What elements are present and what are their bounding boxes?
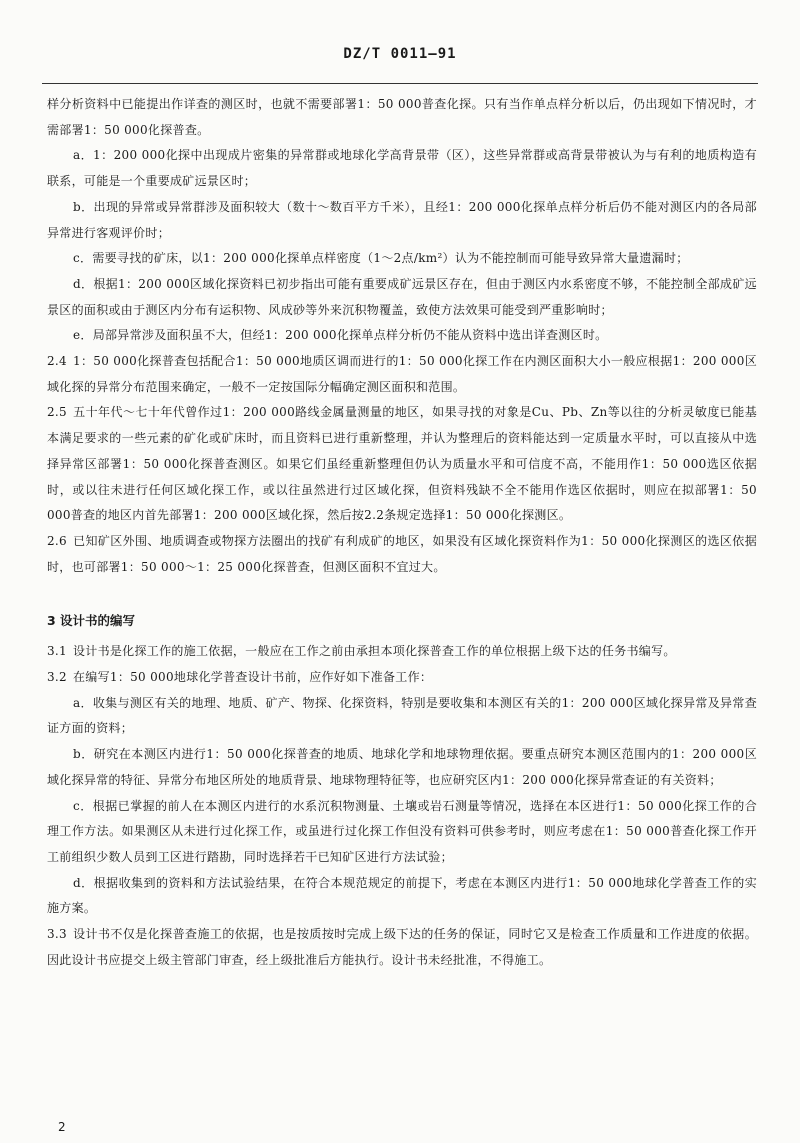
clause-text: 五十年代～七十年代曾作过1：200 000路线金属量测量的地区，如果寻找的对象是Cu、Pb、Zn等以往的分析灵敏度已能基本满足要求的一些元素的矿化或矿床时，而且资料已进行重新整理，并认为整理后的资料能达到一定质量水平时，可以直接从中选择异常区部署1：50 000化探普查测区。如果它们虽经重新整理但仍认为质量水平和可信度不高，不能用作1：50 000选区依据时，或以往未进行任何区域化探工作，或以往虽然进行过区域化探，但资料残缺不全不能用作选区依据时，则应在拟部署1：50 000普查的地区内首先部署1：200 000区域化探，然后按2.2条规定选择1：50 000化探测区。 (47, 405, 757, 523)
document-body (47, 92, 757, 974)
list-item-e: e．局部异常涉及面积虽不大，但经1：200 000化探单点样分析仍不能从资料中选出详查测区时。 (73, 328, 608, 343)
clause-number: 3.1 (47, 644, 67, 659)
list-item-3-2-b: b．研究在本测区内进行1：50 000化探普查的地质、地球化学和地球物理依据。要重点研究本测区范围内的1：200 000区域化探异常的特征、异常分布地区所处的地质背景、地球物理特征等，也应研究区内1：200 000化探异常查证的有关资料； (47, 747, 757, 787)
list-item-a: a．1：200 000化探中出现成片密集的异常群或地球化学高背景带（区），这些异常群或高背景带被认为与有利的地质构造有联系，可能是一个重要成矿远景区时； (47, 148, 757, 189)
clause-text: 设计书不仅是化探普查施工的依据，也是按质按时完成上级下达的任务的保证，同时它又是检查工作质量和工作进度的依据。因此设计书应提交上级主管部门审查，经上级批准后方能执行。设计书未经批准，不得施工。 (47, 927, 757, 967)
list-item-d: d．根据1：200 000区域化探资料已初步指出可能有重要成矿远景区存在，但由于测区内水系密度不够，不能控制全部成矿远景区的面积或由于测区内分布有运积物、风成砂等外来沉积物覆盖，致使方法效果可能受到严重影响时； (47, 276, 757, 317)
clause-number: 2.5 (47, 405, 67, 420)
list-item-b: b．出现的异常或异常群涉及面积较大（数十～数百平方千米），且经1：200 000化探单点样分析后仍不能对测区内的各局部异常进行客观评价时； (47, 199, 757, 240)
clause-2-5 (47, 400, 757, 529)
list-item-3-2-d: d．根据收集到的资料和方法试验结果，在符合本规范规定的前提下，考虑在本测区内进行1：50 000地球化学普查工作的实施方案。 (47, 875, 757, 916)
page-number: 2 (58, 1120, 66, 1134)
section-heading-3: 3 设计书的编写 (47, 613, 136, 629)
list-item-3-2-c: c．根据已掌握的前人在本测区内进行的水系沉积物测量、土壤或岩石测量等情况，选择在本区进行1：50 000化探工作的合理工作方法。如果测区从未进行过化探工作，或虽进行过化探工作但没有资料可供参考时，则应考虑在1：50 000普查化探工作开工前组织少数人员到工区进行踏勘，同时选择若干已知矿区进行方法试验； (47, 798, 757, 864)
clause-2-4 (47, 349, 757, 400)
paragraph-continued: 样分析资料中已能提出作详查的测区时，也就不需要部署1：50 000普查化探。只有当作单点样分析以后，仍出现如下情况时，才需部署1：50 000化探普查。 (47, 97, 757, 137)
list-item-3-2-a: a．收集与测区有关的地理、地质、矿产、物探、化探资料，特别是要收集和本测区有关的1：200 000区域化探异常及异常查证方面的资料； (47, 695, 757, 736)
clause-2-6 (47, 529, 757, 580)
clause-text: 设计书是化探工作的施工依据，一般应在工作之前由承担本项化探普查工作的单位根据上级下达的任务书编写。 (72, 644, 676, 659)
list-item-c: c．需要寻找的矿床，以1：200 000化探单点样密度（1～2点/km²）认为不能控制而可能导致异常大量遗漏时； (73, 251, 689, 266)
clause-text: 1：50 000化探普查包括配合1：50 000地质区调而进行的1：50 000化探工作在内测区面积大小一般应根据1：200 000区域化探的异常分布范围来确定，一般不一定按国际分幅确定测区面积和范围。 (47, 354, 757, 394)
clause-3-2 (47, 665, 757, 691)
clause-number: 3.3 (47, 927, 67, 942)
clause-3-1 (47, 639, 757, 665)
clause-3-3 (47, 922, 757, 973)
standard-code-header: DZ/T 0011—91 (343, 46, 457, 62)
header-rule (42, 83, 758, 84)
clause-number: 3.2 (47, 670, 67, 685)
clause-text: 在编写1：50 000地球化学普查设计书前，应作好如下准备工作： (72, 670, 433, 685)
clause-number: 2.4 (47, 354, 67, 369)
clause-text: 已知矿区外围、地质调查或物探方法圈出的找矿有利成矿的地区，如果没有区域化探资料作为1：50 000化探测区的选区依据时，也可部署1：50 000～1：25 000化探普查，但测区面积不宜过大。 (47, 533, 757, 574)
clause-number: 2.6 (47, 533, 67, 548)
